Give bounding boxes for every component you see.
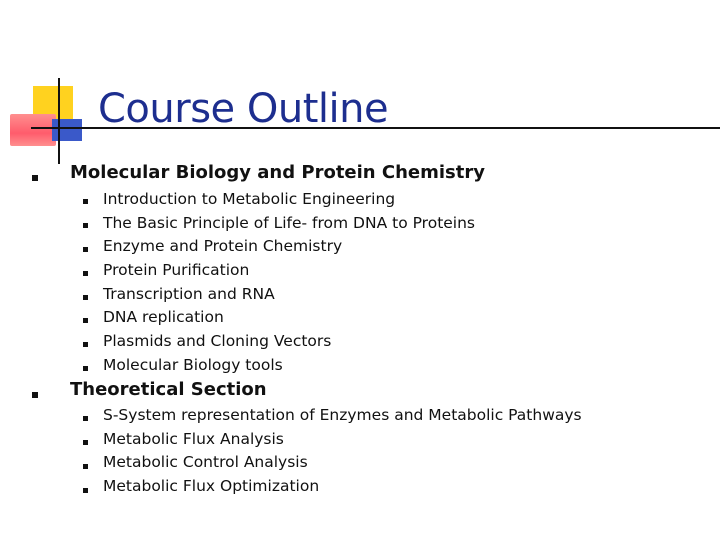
list-item: The Basic Principle of Life- from DNA to Proteins: [103, 214, 476, 232]
bullet-icon: [83, 247, 88, 252]
bullet-icon: [83, 199, 88, 204]
section-heading-molecular-biology: Molecular Biology and Protein Chemistry: [70, 162, 485, 183]
logo-vertical-line: [58, 78, 60, 164]
list-item: Transcription and RNA: [103, 285, 275, 303]
list-item: Metabolic Control Analysis: [103, 453, 308, 471]
list-item: Molecular Biology tools: [103, 356, 283, 374]
bullet-icon: [83, 488, 88, 493]
list-item: Enzyme and Protein Chemistry: [103, 237, 343, 255]
list-item: DNA replication: [103, 308, 224, 326]
list-item: S-System representation of Enzymes and Metabolic Pathways: [103, 406, 582, 424]
bullet-icon: [83, 440, 88, 445]
list-item: Introduction to Metabolic Engineering: [103, 190, 396, 208]
logo-red-square: [10, 114, 56, 146]
bullet-icon: [83, 271, 88, 276]
bullet-icon: [83, 366, 88, 371]
bullet-icon: [83, 416, 88, 421]
bullet-icon: [83, 223, 88, 228]
list-item: Metabolic Flux Optimization: [103, 477, 320, 495]
section-heading-theoretical: Theoretical Section: [70, 379, 267, 400]
slide-title: Course Outline: [98, 86, 389, 132]
bullet-icon: [83, 295, 88, 300]
bullet-icon: [83, 464, 88, 469]
bullet-icon: [32, 175, 38, 181]
bullet-icon: [83, 318, 88, 323]
slide-logo: [0, 0, 720, 160]
list-item: Metabolic Flux Analysis: [103, 430, 284, 448]
list-item: Protein Purification: [103, 261, 250, 279]
bullet-icon: [32, 392, 38, 398]
bullet-icon: [83, 342, 88, 347]
list-item: Plasmids and Cloning Vectors: [103, 332, 332, 350]
logo-blue-square: [52, 119, 82, 141]
